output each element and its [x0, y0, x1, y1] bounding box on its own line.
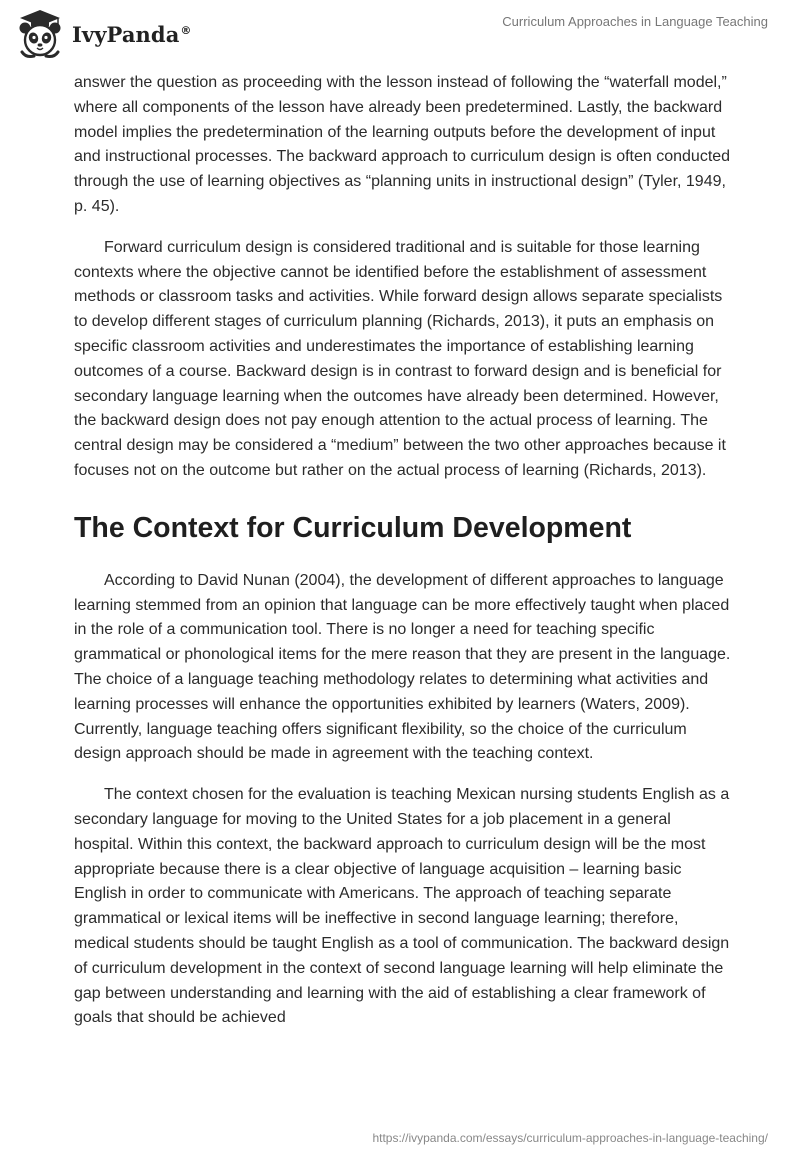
document-title: Curriculum Approaches in Language Teaching: [502, 14, 768, 29]
source-url[interactable]: https://ivypanda.com/essays/curriculum-approaches-in-language-teaching/: [372, 1131, 768, 1145]
paragraph: Forward curriculum design is considered traditional and is suitable for those learning contexts where the objective cannot be identified before the establishment of assessment methods or classroom tasks and activities. While forward design allows separate specialists to develop different stages of curriculum planning (Richards, 2013), it puts an emphasis on specific classroom activities and underestimates the importance of establishing learning outcomes of a course. Backward design is in contrast to forward design and is beneficial for secondary language learning when the outcomes have already been determined. However, the backward design does not pay enough attention to the actual process of learning. The central design may be considered a “medium” between the two other approaches because it focuses not on the outcome but rather on the actual process of learning (Richards, 2013).: [74, 238, 726, 479]
registered-mark: ®: [180, 23, 192, 37]
page-header: [0, 0, 800, 70]
paragraph: The context chosen for the evaluation is teaching Mexican nursing students English as a secondary language for moving to the United States for a job placement in a general hospital. Within this context, the backward approach to curriculum design will be the most appropriate because there is a clear objective of language acquisition – learning basic English in order to communicate with Americans. The approach of teaching separate grammatical or lexical items will be ineffective in second language learning; therefore, medical students should be taught English as a tool of communication. The backward design of curriculum development in the context of second language learning will help eliminate the gap between understanding and learning with the aid of establishing a clear framework of goals that should be achieved: [74, 786, 730, 1027]
paragraph-continuation: answer the question as proceeding with the lesson instead of following the “waterfall model,” where all components of the lesson have already been predetermined. Lastly, the backward model implies the predetermination of the learning outputs before the development of input and instructional processes. The backward approach to curriculum design is often conducted through the use of learning objectives as “planning units in instructional design” (Tyler, 1949, p. 45).: [74, 74, 731, 215]
paragraph: According to David Nunan (2004), the development of different approaches to language learning stemmed from an opinion that language can be more effectively taught when placed in the role of a communication tool. There is no longer a need for teaching specific grammatical or phonological items for the mere reason that they are present in the language. The choice of a language teaching methodology relates to determining what activities and learning processes will enhance the opportunities exhibited by learners (Waters, 2009). Currently, language teaching offers significant flexibility, so the choice of the curriculum design approach should be made in agreement with the teaching context.: [74, 571, 731, 763]
essay-body: [74, 71, 734, 1047]
section-heading: The Context for Curriculum Development: [74, 511, 632, 544]
brand-name: IvyPanda®: [72, 21, 192, 47]
site-logo[interactable]: [14, 8, 192, 60]
panda-logo-icon: [14, 8, 66, 60]
